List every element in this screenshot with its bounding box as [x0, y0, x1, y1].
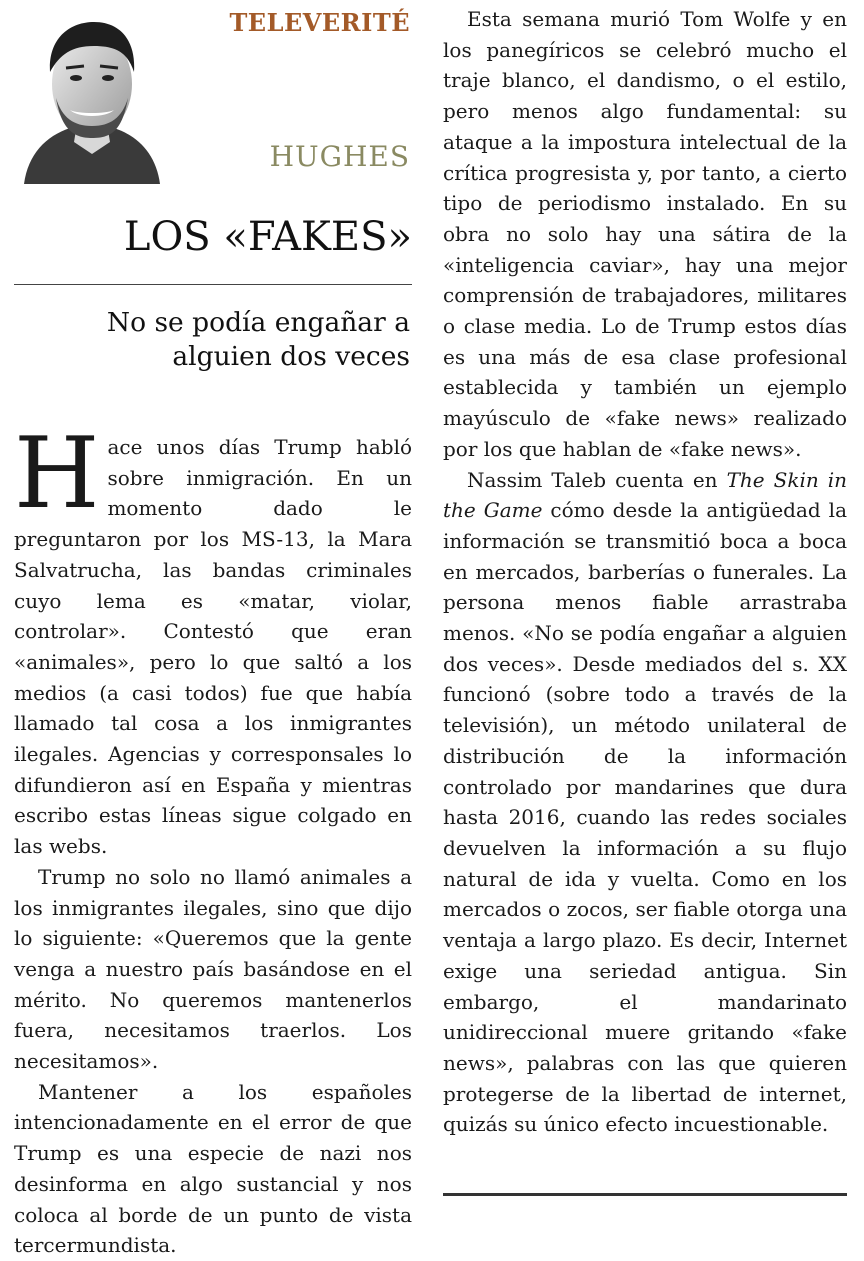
subheadline: No se podía engañar a alguien dos veces — [106, 307, 410, 372]
section-label: TELEVERITÉ — [229, 8, 410, 37]
headline-divider — [14, 284, 412, 285]
author-portrait-icon — [18, 14, 164, 184]
drop-cap: H — [14, 417, 100, 531]
book-title: The Skin in the Game — [443, 467, 848, 523]
paragraph-text: Nassim Taleb cuenta en — [467, 467, 727, 492]
article-body-left — [14, 417, 412, 1261]
paragraph-text: ace unos días Trump habló sobre inmigración. En un momento dado le preguntaron por los MS-13, la Mara Salvatrucha, las bandas criminales cuyo lema es «matar, violar, controlar». Contestó que eran «animales», pero lo que saltó a los medios (a casi todos) fue que había llamado tal cosa a los inmigrantes ilegales. Agencias y corresponsales lo difundieron así en España y mientras escribo estas líneas sigue colgado en las webs. — [14, 435, 412, 859]
paragraph — [443, 465, 847, 1140]
author-name: HUGHES — [269, 140, 410, 173]
left-column — [14, 0, 412, 1258]
paragraph-text: cómo desde la antigüedad la información se transmitió boca a boca en mercados, barberías o funerales. La persona menos fiable arrastraba menos. «No se podía engañar a alguien dos veces». Desde mediados del s. XX funcionó (sobre todo a través de la televisión), un método unilateral de distribución de la información controlado por mandarines que dura hasta 2016, cuando las redes sociales devuelven la información a su flujo natural de ida y vuelta. Como en los mercados o zocos, ser fiable otorga una ventaja a largo plazo. Es decir, Internet exige una seriedad antigua. Sin embargo, el mandarinato unidireccional muere gritando «fake news», palabras con las que quieren protegerse de la libertad de internet, quizás su único efecto incuestionable. — [443, 498, 848, 1137]
article-body-right — [443, 4, 847, 1140]
paragraph: Trump no solo no llamó animales a los inmigrantes ilegales, sino que dijo lo siguiente: «Queremos que la gente venga a nuestro país basándose en el mérito. No queremos mantenerlos fuera, necesitamos traerlos. Los necesitamos». — [14, 864, 412, 1074]
paragraph — [14, 417, 412, 862]
paragraph: Esta semana murió Tom Wolfe y en los panegíricos se celebró mucho el traje blanco, el dandismo, o el estilo, pero menos algo fundamental: su ataque a la impostura intelectual de la crítica progresista y, por tanto, a cierto tipo de periodismo instalado. En su obra no solo hay una sátira de la «inteligencia caviar», hay una mejor comprensión de trabajadores, militares o clase media. Lo de Trump estos días es una más de esa clase profesional establecida y también un ejemplo mayúsculo de «fake news» realizado por los que hablan de «fake news». — [443, 7, 847, 461]
paragraph: Mantener a los españoles intencionadamente en el error de que Trump es una especie de nazi nos desinforma en algo sustancial y nos coloca al borde de un punto de vista tercermundista. — [14, 1079, 412, 1258]
right-column — [443, 0, 847, 1200]
headline: LOS «FAKES» — [123, 214, 412, 260]
bottom-divider — [443, 1193, 847, 1196]
